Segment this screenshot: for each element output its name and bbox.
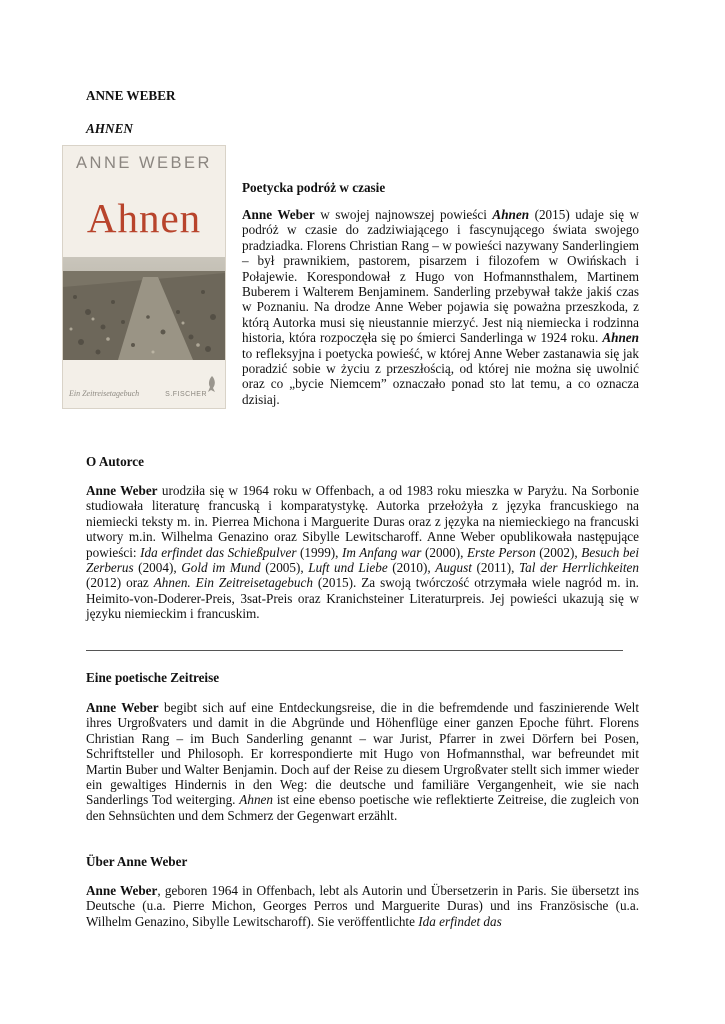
o-autorce-name: Anne Weber [86, 483, 158, 498]
year-3: (2002), [535, 544, 582, 560]
de-paragraph [86, 700, 639, 823]
de-book-title: Ahnen [239, 792, 273, 808]
cover-photo [63, 257, 225, 360]
de-text-1: begibt sich auf eine Entdeckungsreise, die in die befremdende und faszinierende Welt ihres Urgroßvaters und damit in die Abgründe und Höhenflüge einer ganzen Epoche führt. Florens Christian Rang – im Buch Sanderling genannt – war Jurist, Pfarrer in zwei Dörfern bei Posen, Schriftsteller und Philosoph. Er korrespondierte mit Hugo von Hofmannsthal, war befreundet mit Martin Buber und Walter Benjamin. Doch auf der Reise zu diesem Urgroßvater stellt sich immer wieder ein gewaltiges Hindernis in den Weg: die deutsche und familiäre Vergangenheit, wie sie nach Sanderlings Tod weiterging. [86, 700, 639, 808]
publisher-logo-icon [206, 375, 218, 393]
cover-publisher: S.FISCHER [165, 391, 207, 398]
year-8: (2012) oraz [86, 575, 154, 591]
cover-title: Ahnen [86, 195, 202, 241]
pl-text-3: to refleksyjna i poetycka powieść, w której Anne Weber zastanawia się jak poradzić sobie w życiu z przeszłością, od której nie można się uwolnić oraz co „bycie Niemcem” oznaczało ponad sto lat temu, a co oznacza dzisiaj. [242, 345, 639, 407]
book-cover [63, 146, 225, 408]
year-2: (2000), [421, 544, 467, 560]
author-heading: ANNE WEBER [86, 88, 176, 103]
o-autorce-text-1: urodziła się w 1964 roku w Offenbach, a od 1983 roku mieszka w Paryżu. Na Sorbonie studiowała literaturę francuską i komparatystykę. Autorka przełożyła z języka francuskiego na niemiecki teksty m. in. Pierrea Michona i Marguerite Duras oraz z języka na niemieckiego na francuski utwory m.in. Wilhelma Genazino oraz Sibylle Lewitscharoff. Anne Weber opublikowała następujące powieści: [86, 483, 639, 560]
cover-author: ANNE WEBER [76, 154, 212, 172]
o-autorce-text-2: (2015). Za swoją twórczość otrzymała wiele nagród m. in. Heimito-von-Doderer-Preis, 3sat-Preis oraz Kranichsteiner Literaturpreis. Jej powieści ukazują się w języku niemieckim i francuskim. [86, 575, 639, 622]
year-5: (2005), [260, 560, 309, 576]
ueber-paragraph [86, 883, 639, 929]
cover-subtitle: Ein Zeitreisetagebuch [69, 389, 140, 398]
o-autorce-heading: O Autorce [86, 454, 144, 469]
ueber-heading: Über Anne Weber [86, 854, 188, 869]
ueber-text-1: , geboren 1964 in Offenbach, lebt als Autorin und Übersetzerin in Paris. Sie übersetzt ins Deutsche (u.a. Pierre Michon, Georges Perros und Marguerite Duras) und ins Französische (u.a. Wilhelm Genazino, Sibylle Lewitscharoff). Sie veröffentlichte [86, 883, 639, 929]
book-ahnen: Ahnen. Ein Zeitreisetagebuch [153, 575, 313, 591]
year-6: (2010), [387, 560, 436, 576]
pl-book-title-2: Ahnen [602, 330, 639, 346]
book-august: August [435, 560, 472, 576]
o-autorce-paragraph [86, 483, 639, 622]
book-im-anfang: Im Anfang war [342, 544, 422, 560]
pl-text-1: w swojej najnowszej powieści [314, 207, 493, 222]
pl-heading: Poetycka podróż w czasie [242, 180, 386, 195]
pl-book-title-1: Ahnen [492, 207, 530, 222]
pl-text-2: (2015) udaje się w podróż w czasie do zadziwiającego i fascynującego świata swojego pradziadka. Florens Christian Rang – w powieści nazywany Sanderlingiem – był prawnikiem, pastorem, pisarzem i filozofem w Owińskach i Połajewie. Korespondował z Hugo von Hofmannsthalem, Martinem Buberem i Walterem Benjaminem. Sanderling przebywał także jakiś czas w Poznaniu. Na drodze Anne Weber pojawia się poważna przeszkoda, z którą Autorka musi się nieustannie mierzyć. Jest nią niemiecka i rodzinna historia, która rozpoczęła się po śmierci Sanderlinga w 1924 roku. [242, 207, 640, 346]
pl-author-name: Anne Weber [242, 207, 315, 222]
divider [86, 650, 623, 651]
book-zerberus: Besuch bei Zerberus [86, 544, 639, 576]
year-4: (2004), [133, 560, 182, 576]
book-tal: Tal der Herrlichkeiten [519, 560, 639, 576]
de-author-name: Anne Weber [86, 700, 159, 715]
year-7: (2011), [471, 560, 519, 576]
pl-paragraph [242, 207, 639, 407]
year-1: (1999), [296, 544, 343, 560]
de-text-2: ist eine ebenso poetische wie reflektierte Zeitreise, die zugleich von den Sehnsüchten und dem Schmerz der Gegenwart erzählt. [86, 792, 639, 823]
book-erste-person: Erste Person [466, 544, 536, 560]
book-gold: Gold im Mund [181, 560, 261, 576]
book-luft: Luft und Liebe [308, 560, 388, 576]
ueber-author-name: Anne Weber [86, 883, 158, 898]
title-heading: AHNEN [86, 121, 133, 136]
de-heading: Eine poetische Zeitreise [86, 670, 220, 685]
book-ida: Ida erfindet das Schießpulver [140, 544, 297, 560]
ueber-book-ida: Ida erfindet das [418, 913, 502, 929]
